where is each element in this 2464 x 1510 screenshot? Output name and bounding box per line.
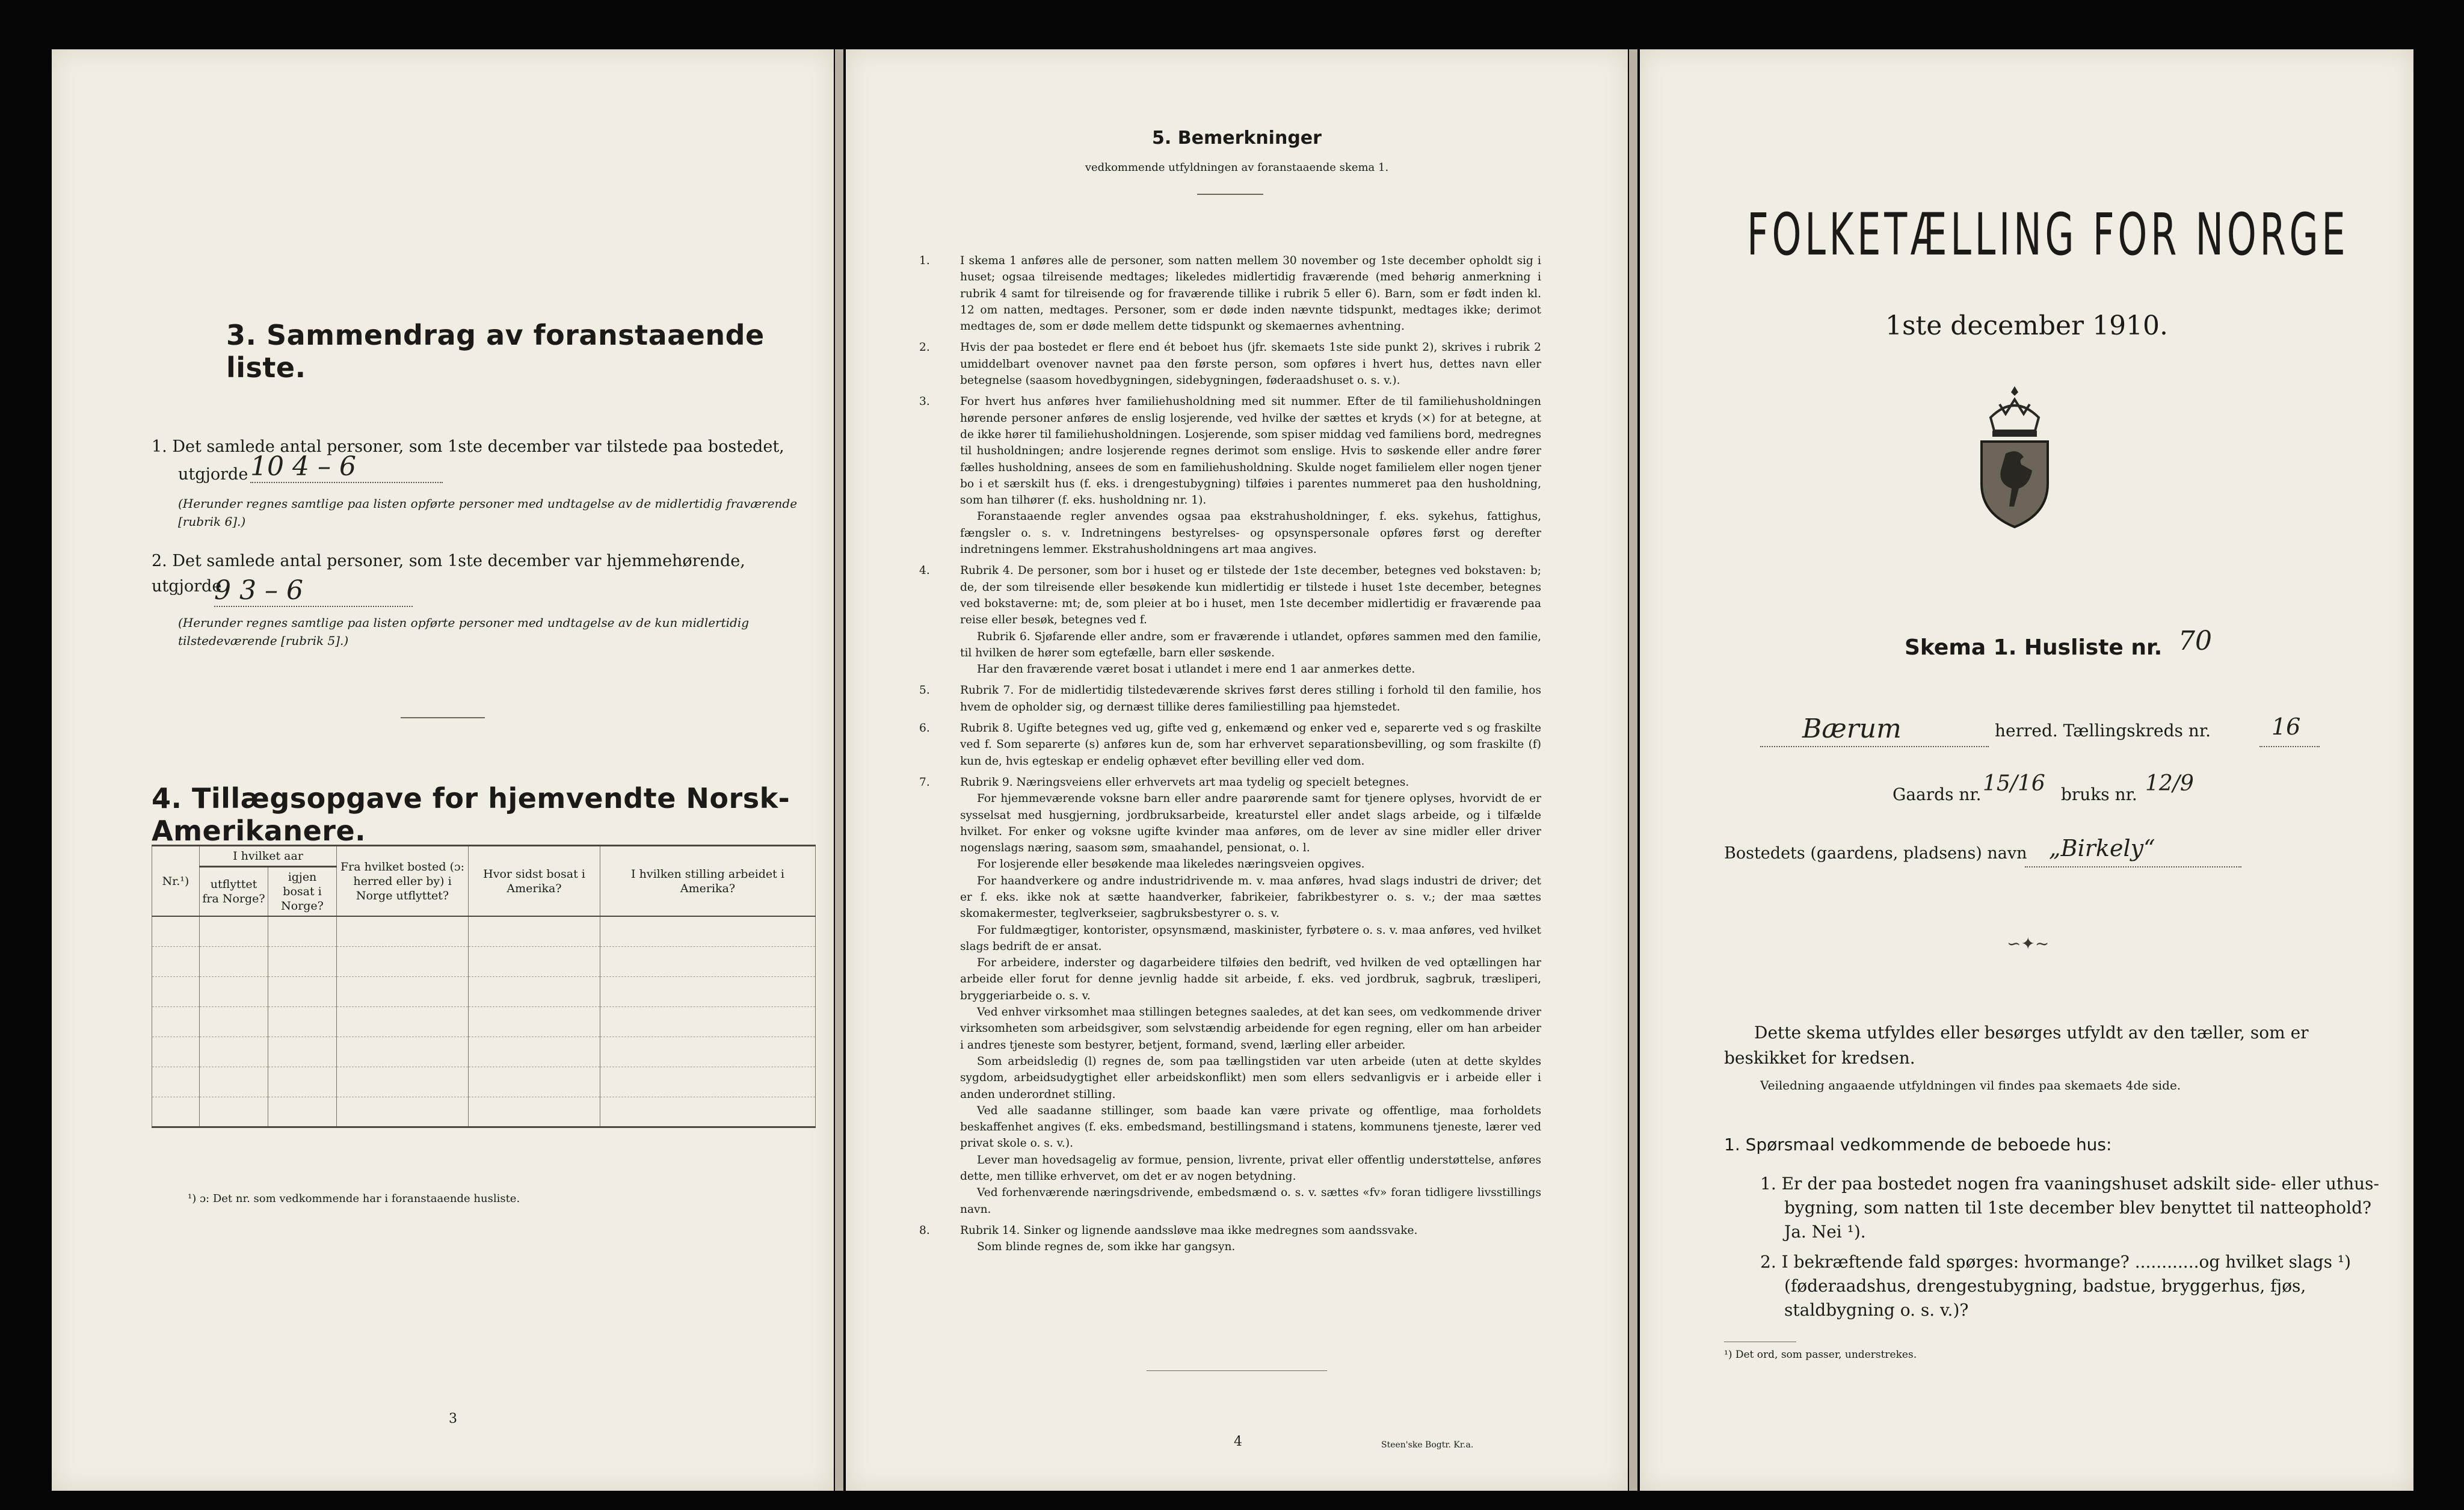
remark-number: 5.: [919, 684, 930, 697]
divider: [401, 717, 485, 718]
remarks-subtitle: vedkommende utfyldningen av foranstaaende skema 1.: [1085, 161, 1389, 174]
questions-title: 1. Spørsmaal vedkommende de beboede hus:: [1724, 1135, 2112, 1154]
remark-text: For hvert hus anføres hver familiehusholdning med sit nummer. Efter de til familiehusholdningen hørende personer anføres de enslig losjerende, ved hvilke der sættes et kryds (×) for at betegne, at de ikke hører til familiehusholdningen. Losjerende, som spiser middag ved familiens bord, medregnes til husholdningen; andre losjerende regnes derimot som enslige. Hvis to søskende eller andre fører fælles husholdning, ansees de som en familiehusholdning. Skulde noget familielem eller nogen tjener bo i et særskilt hus (f. eks. i drengestubygning) tilføies i parentes nummeret paa den husholdning, som han tilhører (f. eks. husholdning nr. 1).: [960, 395, 1541, 507]
remark-paragraph: [940, 1152, 1541, 1185]
table-footnote: ¹) ɔ: Det nr. som vedkommende har i foranstaaende husliste.: [188, 1192, 520, 1205]
instruction-small: Veiledning angaaende utfyldningen vil findes paa skemaets 4de side.: [1760, 1078, 2181, 1092]
remark-text: For haandverkere og andre industridrivende m. v. maa anføres, hvad slags industri de driver; det er f. eks. ikke nok at sætte haandverker, fabrikeier, fabrikbestyrer o. s. v.; der maa sættes skomakermester, teglverkseier, sagbruksbestyrer o. s. v.: [960, 874, 1541, 920]
remarks-title: 5. Bemerkninger: [1152, 128, 1322, 149]
remark-paragraph: [940, 1103, 1541, 1152]
question-2: 2. I bekræftende fald spørges: hvormange? ............og hvilket slags ¹) (føderaadshus, drengestubygning, badstue, bryggerhus, fjøs, staldbygning o. s. v.)?: [1760, 1252, 2351, 1320]
instruction-text: Dette skema utfyldes eller besørges utfyldt av den tæller, som er beskikket for kredsen.: [1724, 1023, 2309, 1068]
kreds-field: [2259, 713, 2320, 747]
remark-paragraph: [940, 790, 1541, 856]
table-row: [152, 976, 816, 1006]
remark-paragraph: [940, 1004, 1541, 1053]
remark-text: Ved enhver virksomhet maa stillingen betegnes saaledes, at det kan sees, om vedkommende driver virksomheten som arbeidsgiver, som selvstændig arbeidende for egen regning, eller om han arbeider i andres tjeneste som bestyrer, betjent, formand, svend, lærling eller arbeider.: [960, 1006, 1541, 1052]
form-title: FOLKETÆLLING FOR NORGE: [1747, 201, 2349, 268]
remark-number: 8.: [919, 1224, 930, 1237]
herred-field: [1760, 713, 1989, 747]
remark-text: Rubrik 8. Ugifte betegnes ved ug, gifte ved g, enkemænd og enker ved e, separerte ved s og fraskilte ved f. Som separerte (s) anføres kun de, som har erhvervet separationsbevilling, og som fraskilte (f) kun de, hvis egteskap er endelig ophævet efter bevilling eller ved dom.: [960, 722, 1541, 768]
remark-paragraph: [919, 393, 1541, 508]
skema-label: Skema 1. Husliste nr.: [1905, 635, 2163, 660]
remark-paragraph: [919, 253, 1541, 334]
remark-text: For losjerende eller besøkende maa likeledes næringsveien opgives.: [977, 858, 1365, 871]
remark-number: 2.: [919, 341, 930, 354]
page-fold: [1629, 49, 1637, 1491]
col-bosted: Fra hvilket bosted (ɔ: herred eller by) i Norge utflyttet?: [337, 846, 469, 917]
col-utflyttet: utflyttet fra Norge?: [200, 867, 268, 917]
gaards-label: Gaards nr.: [1893, 784, 1982, 804]
table-row: [152, 916, 816, 946]
page-fold: [835, 49, 843, 1491]
item1-utgjorde: utgjorde: [178, 465, 248, 484]
kreds-nr-value: 16: [2272, 713, 2301, 740]
gaards-nr-value: 15/16: [1983, 771, 2045, 796]
col-igjen-bosat: igjen bosat i Norge?: [268, 867, 337, 917]
item2-text: 2. Det samlede antal personer, som 1ste december var hjemmehørende, utgjorde: [152, 552, 745, 596]
remark-paragraph: [940, 1185, 1541, 1218]
remark-text: Lever man hovedsagelig av formue, pension, livrente, privat eller offentlig understøttelse, anføres dette, men tillike erhvervet, om det er av nogen betydning.: [960, 1153, 1541, 1183]
remark-text: For fuldmægtiger, kontorister, opsynsmænd, maskinister, fyrbøtere o. s. v. maa anføres, ved hvilket slags bedrift de er ansat.: [960, 923, 1541, 953]
remark-paragraph: [940, 856, 1541, 872]
remark-paragraph: [940, 922, 1541, 955]
bosted-label: Bostedets (gaardens, pladsens) navn: [1724, 844, 2027, 863]
remark-number: 1.: [919, 254, 930, 267]
col-amerika-bosat: Hvor sidst bosat i Amerika?: [469, 846, 600, 917]
item1-note: (Herunder regnes samtlige paa listen opførte personer med undtagelse av de midlertidig fraværende [rubrik 6].): [178, 496, 798, 529]
page-4: [846, 49, 1628, 1491]
herred-label: herred. Tællingskreds nr.: [1995, 721, 2211, 741]
remark-paragraph: [919, 774, 1541, 790]
table-row: [152, 1067, 816, 1097]
remark-text: Foranstaaende regler anvendes ogsaa paa ekstrahusholdninger, f. eks. sykehus, fattighus, fængsler o. s. v. Indretningens bestyrelses- og opsynspersonale opføres først og derefter indretningens lemmer. Ekstrahusholdningens art maa angives.: [960, 510, 1541, 556]
remark-number: 6.: [919, 722, 930, 735]
col-nr: Nr.¹): [152, 846, 200, 917]
item1-handwritten-value: 10 4 – 6: [250, 451, 443, 483]
remark-paragraph: [940, 629, 1541, 662]
remark-paragraph: [919, 720, 1541, 769]
table-row: [152, 946, 816, 976]
remark-text: Har den fraværende været bosat i utlandet i mere end 1 aar anmerkes dette.: [977, 663, 1415, 676]
remark-paragraph: [919, 1222, 1541, 1239]
remarks-list: [919, 248, 1541, 1256]
remark-text: Ved alle saadanne stillinger, som baade kan være private og offentlige, maa forholdets beskaffenhet angives (f. eks. embedsmand, bestillingsmand i statens, kommunens tjeneste, lærer ved privat skole o. s. v.).: [960, 1104, 1541, 1150]
remark-paragraph: [940, 661, 1541, 677]
remark-text: Hvis der paa bostedet er flere end ét beboet hus (jfr. skemaets 1ste side punkt 2), skrives i rubrik 2 umiddelbart ovenover navnet paa den første person, som opføres i hvert hus, dettes navn eller betegnelse (saasom hovedbygningen, sidebygningen, føderaadshuset o. s. v.).: [960, 341, 1541, 387]
ornament-icon: ∽✦∼: [2007, 934, 2050, 954]
remark-text: Rubrik 4. De personer, som bor i huset og er tilstede der 1ste december, betegnes ved bokstaven: b; de, der som tilreisende eller besøkende kun midlertidig er tilstede i huset 1ste december, betegnes ved bokstaverne: mt; de, som pleier at bo i huset, men 1ste december midlertidig er fraværende paa reise eller besøk, betegnes ved f.: [960, 564, 1541, 627]
table-row: [152, 1006, 816, 1037]
col-stilling: I hvilken stilling arbeidet i Amerika?: [600, 846, 816, 917]
remarks-divider: [1197, 194, 1263, 195]
remark-text: Ved forhenværende næringsdrivende, embedsmænd o. s. v. sættes «fv» foran tidligere livsstillings navn.: [960, 1186, 1541, 1216]
remark-number: 3.: [919, 395, 930, 408]
page-number-4: 4: [1234, 1434, 1242, 1449]
bosted-field: [2025, 835, 2241, 867]
norsk-amerikanere-table: [152, 845, 816, 1128]
item2-note: (Herunder regnes samtlige paa listen opførte personer med undtagelse av de kun midlertidig tilstedeværende [rubrik 5].): [178, 615, 750, 648]
remark-paragraph: [919, 682, 1541, 715]
remark-number: 4.: [919, 564, 930, 578]
bosted-value: „Birkely“: [2049, 835, 2155, 861]
item1-text: 1. Det samlede antal personer, som 1ste december var tilstede paa bostedet,: [152, 437, 784, 456]
remark-text: Rubrik 9. Næringsveiens eller erhvervets art maa tydelig og specielt betegnes.: [960, 775, 1409, 789]
husliste-nr-value: 70: [2178, 626, 2212, 656]
item2-handwritten-value: 9 3 – 6: [214, 575, 413, 607]
remark-text: For hjemmeværende voksne barn eller andre paarørende samt for tjenere oplyses, hvorvidt de er sysselsat med husgjerning, jordbruksarbeide, kreaturstel eller andet slags arbeide, og i tilfælde hvilket. For enker og voksne ugifte kvinder maa anføres, om de lever av sine midler eller driver nogenslags næring, saasom søm, smaahandel, pensionat, o. l.: [960, 792, 1541, 855]
coat-of-arms-icon: [1964, 381, 2066, 532]
remark-paragraph: [940, 1053, 1541, 1103]
bruks-label: bruks nr.: [2061, 784, 2137, 804]
end-rule: [1147, 1370, 1327, 1371]
page1-footnote: ¹) Det ord, som passer, understrekes.: [1724, 1349, 1917, 1361]
section4-title: 4. Tillægsopgave for hjemvendte Norsk-Amerikanere.: [152, 782, 790, 847]
printer-credit: Steen'ske Bogtr. Kr.a.: [1381, 1440, 1474, 1450]
bruks-nr-value: 12/9: [2145, 771, 2194, 796]
remark-text: Rubrik 6. Sjøfarende eller andre, som er fraværende i utlandet, opføres sammen med den familie, til hvilken de hører som egtefælle, barn eller søskende.: [960, 630, 1541, 659]
page-3: [52, 49, 834, 1491]
remark-paragraph: [919, 339, 1541, 389]
form-date: 1ste december 1910.: [1885, 310, 2169, 341]
remark-paragraph: [919, 562, 1541, 628]
remark-text: Rubrik 7. For de midlertidig tilstedeværende skrives først deres stilling i forhold til den familie, hos hvem de opholder sig, og dernæst tillike deres familiestilling paa hjemstedet.: [960, 684, 1541, 713]
remark-text: Rubrik 14. Sinker og lignende aandssløve maa ikke medregnes som aandssvake.: [960, 1224, 1418, 1237]
herred-value: Bærum: [1802, 713, 1902, 744]
remark-paragraph: [940, 955, 1541, 1004]
page-number-3: 3: [449, 1411, 457, 1426]
remark-number: 7.: [919, 775, 930, 789]
table-row: [152, 1097, 816, 1127]
remark-paragraph: [940, 508, 1541, 558]
col-group-aar: I hvilket aar: [200, 846, 337, 867]
table-row: [152, 1037, 816, 1067]
remark-paragraph: [940, 1239, 1541, 1255]
remark-text: I skema 1 anføres alle de personer, som natten mellem 30 november og 1ste december opholdt sig i huset; ogsaa tilreisende medtages; likeledes midlertidig fraværende (med behørig anmerkning i rubrik 4 samt for tilreisende og for fraværende tillike i rubrik 5 eller 6). Barn, som er født inden kl. 12 om natten, medtages. Personer, som er døde inden nævnte tidspunkt, medtages ikke; derimot medtages de, som er døde mellem dette tidspunkt og skemaernes avhentning.: [960, 254, 1541, 333]
remark-paragraph: [940, 873, 1541, 922]
remark-text: Som blinde regnes de, som ikke har gangsyn.: [977, 1240, 1236, 1254]
remark-text: Som arbeidsledig (l) regnes de, som paa tællingstiden var uten arbeide (uten at dette skyldes sygdom, arbeidsudygtighet eller arbeidskonflikt) men som ellers sedvanligvis er i arbeide eller i anden underordnet stilling.: [960, 1055, 1541, 1101]
section3-title: 3. Sammendrag av foranstaaende liste.: [226, 319, 765, 384]
remark-text: For arbeidere, inderster og dagarbeidere tilføies den bedrift, ved hvilken de ved optællingen har arbeide eller forut for denne jevnlig hadde sit arbeide, f. eks. ved jordbruk, sagbruk, træsliperi, bryggeriarbeide o. s. v.: [960, 957, 1541, 1002]
question-1: 1. Er der paa bostedet nogen fra vaaningshuset adskilt side- eller uthus-bygning, som natten til 1ste december blev benyttet til natteophold? Ja. Nei ¹).: [1760, 1174, 2379, 1242]
page-1: [1640, 49, 2413, 1491]
